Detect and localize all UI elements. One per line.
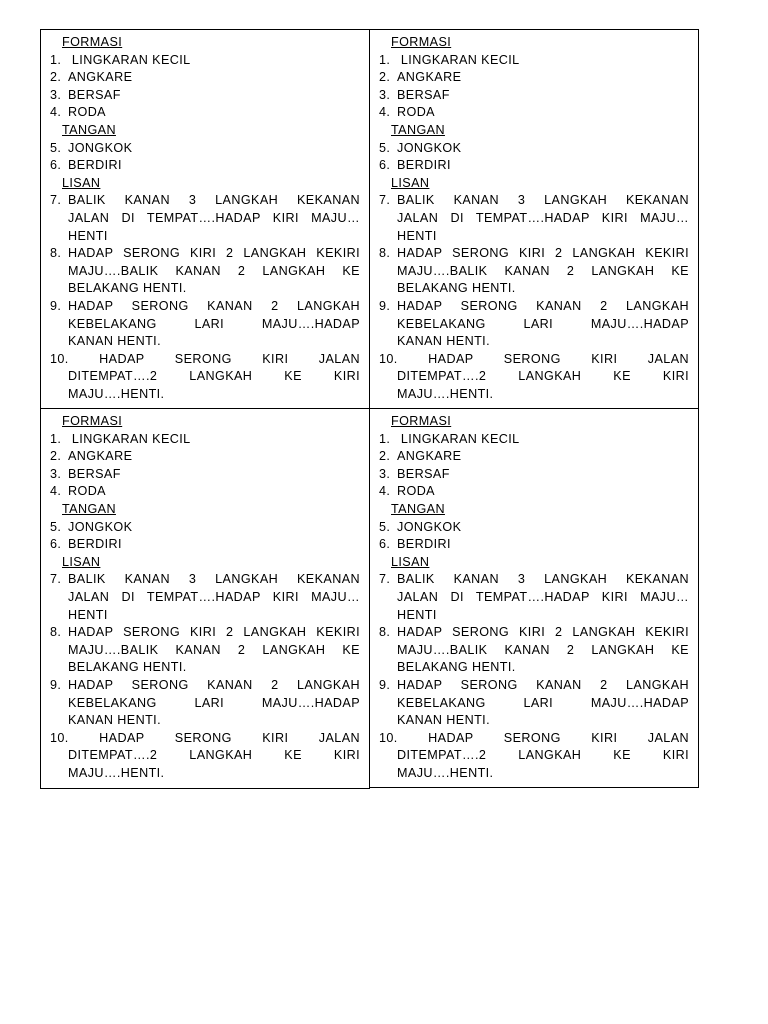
- item-text-line: DITEMPAT….2 LANGKAH KE KIRI: [68, 748, 360, 763]
- item-text-line: DITEMPAT….2 LANGKAH KE KIRI: [397, 369, 689, 384]
- list-item: [50, 431, 360, 449]
- item-text: RODA: [397, 484, 435, 499]
- item-text: BERSAF: [397, 466, 450, 481]
- item-text: JONGKOK: [397, 519, 462, 534]
- item-number: 5.: [379, 140, 391, 155]
- list-item: [50, 351, 360, 404]
- item-text-line: MAJU….HENTI.: [68, 765, 165, 780]
- list-item: [50, 192, 360, 245]
- item-text-line: HADAP SERONG KIRI 2 LANGKAH KEKIRI: [68, 246, 360, 261]
- item-text: JONGKOK: [397, 140, 462, 155]
- item-text-line: JALAN DI TEMPAT….HADAP KIRI MAJU…: [68, 589, 360, 604]
- section-heading-lisan: LISAN: [391, 175, 430, 190]
- item-text-line: MAJU….HENTI.: [397, 765, 494, 780]
- item-text-line: BELAKANG HENTI.: [397, 281, 516, 296]
- item-number: 7.: [50, 193, 62, 208]
- item-text-line: BELAKANG HENTI.: [68, 660, 187, 675]
- list-item: [379, 104, 689, 122]
- item-text-line: BELAKANG HENTI.: [68, 281, 187, 296]
- list-item: [379, 466, 689, 484]
- item-text: ANGKARE: [68, 70, 133, 85]
- item-text: BERSAF: [397, 87, 450, 102]
- instruction-card: [40, 408, 370, 789]
- item-number: 8.: [50, 625, 62, 640]
- item-text: RODA: [68, 484, 106, 499]
- item-text: JONGKOK: [68, 140, 133, 155]
- item-text: RODA: [397, 105, 435, 120]
- list-item: [50, 87, 360, 105]
- section-heading-formasi: FORMASI: [62, 414, 123, 428]
- item-text: ANGKARE: [68, 449, 133, 464]
- item-text-line: HADAP SERONG KIRI 2 LANGKAH KEKIRI: [68, 625, 360, 640]
- item-number: 9.: [50, 298, 62, 313]
- instruction-card: [369, 408, 699, 788]
- item-text-line: JALAN DI TEMPAT….HADAP KIRI MAJU…: [397, 589, 689, 604]
- item-number: 7.: [50, 572, 62, 587]
- item-text-line: BELAKANG HENTI.: [397, 660, 516, 675]
- item-text: BERSAF: [68, 466, 121, 481]
- item-number: 8.: [379, 246, 391, 261]
- item-number: 2.: [379, 70, 391, 85]
- item-text: BERDIRI: [397, 537, 451, 552]
- item-text: RODA: [68, 105, 106, 120]
- item-number: 6.: [379, 158, 391, 173]
- section-heading-formasi: FORMASI: [391, 414, 452, 428]
- item-text-line: BALIK KANAN 3 LANGKAH KEKANAN: [397, 572, 689, 587]
- item-number: 5.: [50, 140, 62, 155]
- item-number: 8.: [50, 246, 62, 261]
- item-text-line: HENTI: [68, 228, 108, 243]
- list-item: [50, 52, 360, 70]
- item-number: 7.: [379, 572, 391, 587]
- item-text: BERSAF: [68, 87, 121, 102]
- item-text: LINGKARAN KECIL: [68, 431, 191, 446]
- card-content: [379, 413, 689, 782]
- item-number: 3.: [379, 87, 391, 102]
- item-text-line: MAJU….BALIK KANAN 2 LANGKAH KE: [397, 263, 689, 278]
- list-item: [379, 69, 689, 87]
- item-text-line: HENTI: [397, 228, 437, 243]
- item-text: BERDIRI: [68, 537, 122, 552]
- list-item: [50, 104, 360, 122]
- section-heading-tangan: TANGAN: [391, 501, 445, 516]
- item-text-line: DITEMPAT….2 LANGKAH KE KIRI: [397, 748, 689, 763]
- item-text-line: KEBELAKANG LARI MAJU….HADAP: [68, 695, 360, 710]
- list-item: [379, 677, 689, 730]
- item-number: 8.: [379, 625, 391, 640]
- list-item: [50, 571, 360, 624]
- item-number: 3.: [50, 466, 62, 481]
- item-text-line: HADAP SERONG KANAN 2 LANGKAH: [68, 298, 360, 313]
- item-number: 6.: [50, 537, 62, 552]
- item-number: 1.: [379, 431, 391, 446]
- list-item: [379, 448, 689, 466]
- item-text: LINGKARAN KECIL: [397, 52, 520, 67]
- section-heading-lisan: LISAN: [62, 554, 101, 569]
- section-heading-tangan: TANGAN: [62, 122, 116, 137]
- item-text: LINGKARAN KECIL: [397, 431, 520, 446]
- list-item: [379, 571, 689, 624]
- item-text-line: MAJU….BALIK KANAN 2 LANGKAH KE: [397, 642, 689, 657]
- item-number: 7.: [379, 193, 391, 208]
- list-item: [50, 730, 360, 783]
- item-text: BERDIRI: [68, 158, 122, 173]
- item-text-line: KANAN HENTI.: [397, 334, 490, 349]
- item-text-line: BALIK KANAN 3 LANGKAH KEKANAN: [68, 193, 360, 208]
- item-text-line: HADAP SERONG KIRI 2 LANGKAH KEKIRI: [397, 246, 689, 261]
- item-text-line: KANAN HENTI.: [397, 713, 490, 728]
- card-content: [379, 34, 689, 403]
- list-item: [379, 431, 689, 449]
- item-text-line: 10. HADAP SERONG KIRI JALAN: [379, 351, 689, 366]
- item-text-line: HENTI: [68, 607, 108, 622]
- item-text-line: HADAP SERONG KANAN 2 LANGKAH: [68, 677, 360, 692]
- list-item: [379, 730, 689, 783]
- item-text: ANGKARE: [397, 449, 462, 464]
- list-item: [379, 157, 689, 175]
- item-number: 3.: [50, 87, 62, 102]
- list-item: [379, 351, 689, 404]
- section-heading-tangan: TANGAN: [62, 501, 116, 516]
- item-text-line: JALAN DI TEMPAT….HADAP KIRI MAJU…: [68, 210, 360, 225]
- section-heading-lisan: LISAN: [62, 175, 101, 190]
- item-text: ANGKARE: [397, 70, 462, 85]
- card-content: [50, 413, 360, 782]
- list-item: [379, 624, 689, 677]
- list-item: [50, 140, 360, 158]
- section-heading-formasi: FORMASI: [62, 35, 123, 49]
- item-number: 2.: [379, 449, 391, 464]
- list-item: [50, 483, 360, 501]
- instruction-card: [40, 29, 370, 409]
- item-text-line: MAJU….HENTI.: [68, 386, 165, 401]
- list-item: [50, 69, 360, 87]
- item-number: 4.: [379, 105, 391, 120]
- item-text-line: DITEMPAT….2 LANGKAH KE KIRI: [68, 369, 360, 384]
- item-text-line: KEBELAKANG LARI MAJU….HADAP: [397, 316, 689, 331]
- list-item: [379, 87, 689, 105]
- item-text: LINGKARAN KECIL: [68, 52, 191, 67]
- list-item: [50, 245, 360, 298]
- item-number: 1.: [50, 431, 62, 446]
- item-text: JONGKOK: [68, 519, 133, 534]
- item-number: 6.: [379, 537, 391, 552]
- list-item: [379, 298, 689, 351]
- list-item: [50, 448, 360, 466]
- item-number: 4.: [50, 105, 62, 120]
- item-number: 9.: [50, 677, 62, 692]
- item-number: 1.: [379, 52, 391, 67]
- list-item: [379, 245, 689, 298]
- item-text-line: KEBELAKANG LARI MAJU….HADAP: [397, 695, 689, 710]
- item-number: 2.: [50, 70, 62, 85]
- instruction-card: [369, 29, 699, 409]
- item-number: 9.: [379, 298, 391, 313]
- item-text-line: BALIK KANAN 3 LANGKAH KEKANAN: [397, 193, 689, 208]
- item-text-line: BALIK KANAN 3 LANGKAH KEKANAN: [68, 572, 360, 587]
- item-number: 9.: [379, 677, 391, 692]
- item-text-line: HADAP SERONG KANAN 2 LANGKAH: [397, 677, 689, 692]
- item-text-line: HENTI: [397, 607, 437, 622]
- item-text-line: MAJU….BALIK KANAN 2 LANGKAH KE: [68, 263, 360, 278]
- item-number: 5.: [379, 519, 391, 534]
- item-text-line: HADAP SERONG KIRI 2 LANGKAH KEKIRI: [397, 625, 689, 640]
- item-number: 5.: [50, 519, 62, 534]
- item-number: 4.: [50, 484, 62, 499]
- list-item: [50, 624, 360, 677]
- item-number: 3.: [379, 466, 391, 481]
- list-item: [50, 466, 360, 484]
- item-text-line: 10. HADAP SERONG KIRI JALAN: [50, 351, 360, 366]
- item-text-line: KANAN HENTI.: [68, 334, 161, 349]
- item-text-line: KEBELAKANG LARI MAJU….HADAP: [68, 316, 360, 331]
- section-heading-lisan: LISAN: [391, 554, 430, 569]
- item-number: 2.: [50, 449, 62, 464]
- list-item: [50, 298, 360, 351]
- item-text-line: JALAN DI TEMPAT….HADAP KIRI MAJU…: [397, 210, 689, 225]
- section-heading-formasi: FORMASI: [391, 35, 452, 49]
- list-item: [379, 536, 689, 554]
- list-item: [50, 157, 360, 175]
- item-text-line: 10. HADAP SERONG KIRI JALAN: [50, 730, 360, 745]
- item-text: BERDIRI: [397, 158, 451, 173]
- list-item: [50, 519, 360, 537]
- list-item: [379, 192, 689, 245]
- item-text-line: MAJU….HENTI.: [397, 386, 494, 401]
- item-text-line: HADAP SERONG KANAN 2 LANGKAH: [397, 298, 689, 313]
- list-item: [50, 677, 360, 730]
- item-text-line: MAJU….BALIK KANAN 2 LANGKAH KE: [68, 642, 360, 657]
- list-item: [379, 140, 689, 158]
- item-number: 4.: [379, 484, 391, 499]
- list-item: [50, 536, 360, 554]
- card-content: [50, 34, 360, 403]
- item-text-line: KANAN HENTI.: [68, 713, 161, 728]
- list-item: [379, 483, 689, 501]
- list-item: [379, 519, 689, 537]
- item-number: 1.: [50, 52, 62, 67]
- section-heading-tangan: TANGAN: [391, 122, 445, 137]
- item-number: 6.: [50, 158, 62, 173]
- item-text-line: 10. HADAP SERONG KIRI JALAN: [379, 730, 689, 745]
- list-item: [379, 52, 689, 70]
